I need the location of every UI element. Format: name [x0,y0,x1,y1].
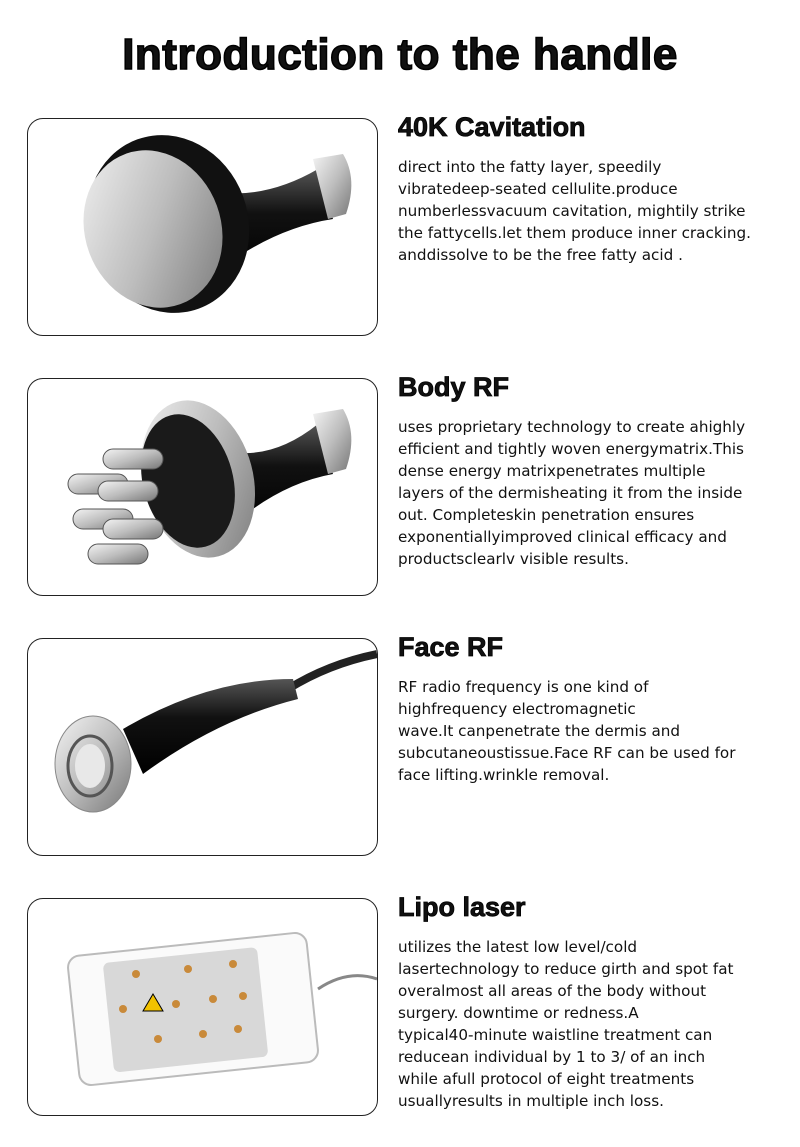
description-line: typical40-minute waistline treatment can [398,1026,713,1044]
description-line: efficient and tightly woven energymatrix.This [398,440,744,458]
description-line: vibratedeep-seated cellulite.produce [398,180,678,198]
description-line: while afull protocol of eight treatments [398,1070,695,1088]
description-line: direct into the fatty layer, speedily [398,158,662,176]
section-heading: Face RF [398,632,504,662]
description-line: wave.It canpenetrate the dermis and [398,722,681,740]
section-heading: 40K Cavitation [398,112,586,142]
description-line: anddissolve to be the free fatty acid . [398,246,683,264]
page-title: Introduction to the handle [122,30,678,79]
section-body-rf [0,372,800,608]
section-face-rf [0,632,800,868]
description-line: usuallyresults in multiple inch loss. [398,1092,664,1110]
description-line: overalmost all areas of the body without [398,982,707,1000]
description-line: dense energy matrixpenetrates multiple [398,462,706,480]
description-line: the fattycells.let them produce inner cracking. [398,224,751,242]
description-line: highfrequency electromagnetic [398,700,636,718]
face-rf-handle-image [27,638,378,856]
section-description [398,416,793,570]
section-description [398,936,793,1112]
cavitation-handle-image [27,118,378,336]
description-line: RF radio frequency is one kind of [398,678,649,696]
description-line: subcutaneoustissue.Face RF can be used for [398,744,736,762]
description-line: out. Completeskin penetration ensures [398,506,695,524]
description-line: reducean individual by 1 to 3/ of an inch [398,1048,706,1066]
description-line: numberlessvacuum cavitation, mightily strike [398,202,746,220]
description-line: uses proprietary technology to create ahighly [398,418,746,436]
body-rf-handle-image [27,378,378,596]
description-line: face lifting.wrinkle removal. [398,766,610,784]
description-line: exponentiallyimproved clinical efficacy and [398,528,727,546]
section-heading: Body RF [398,372,509,402]
section-cavitation [0,112,800,348]
lipo-laser-pad-image [27,898,378,1116]
description-line: lasertechnology to reduce girth and spot fat [398,960,734,978]
description-line: surgery. downtime or redness.A [398,1004,639,1022]
section-description [398,676,793,786]
section-description [398,156,793,266]
description-line: utilizes the latest low level/cold [398,938,638,956]
description-line: layers of the dermisheating it from the inside [398,484,743,502]
section-lipo-laser [0,892,800,1128]
section-heading: Lipo laser [398,892,526,922]
description-line: productsclearlv visible results. [398,550,629,568]
